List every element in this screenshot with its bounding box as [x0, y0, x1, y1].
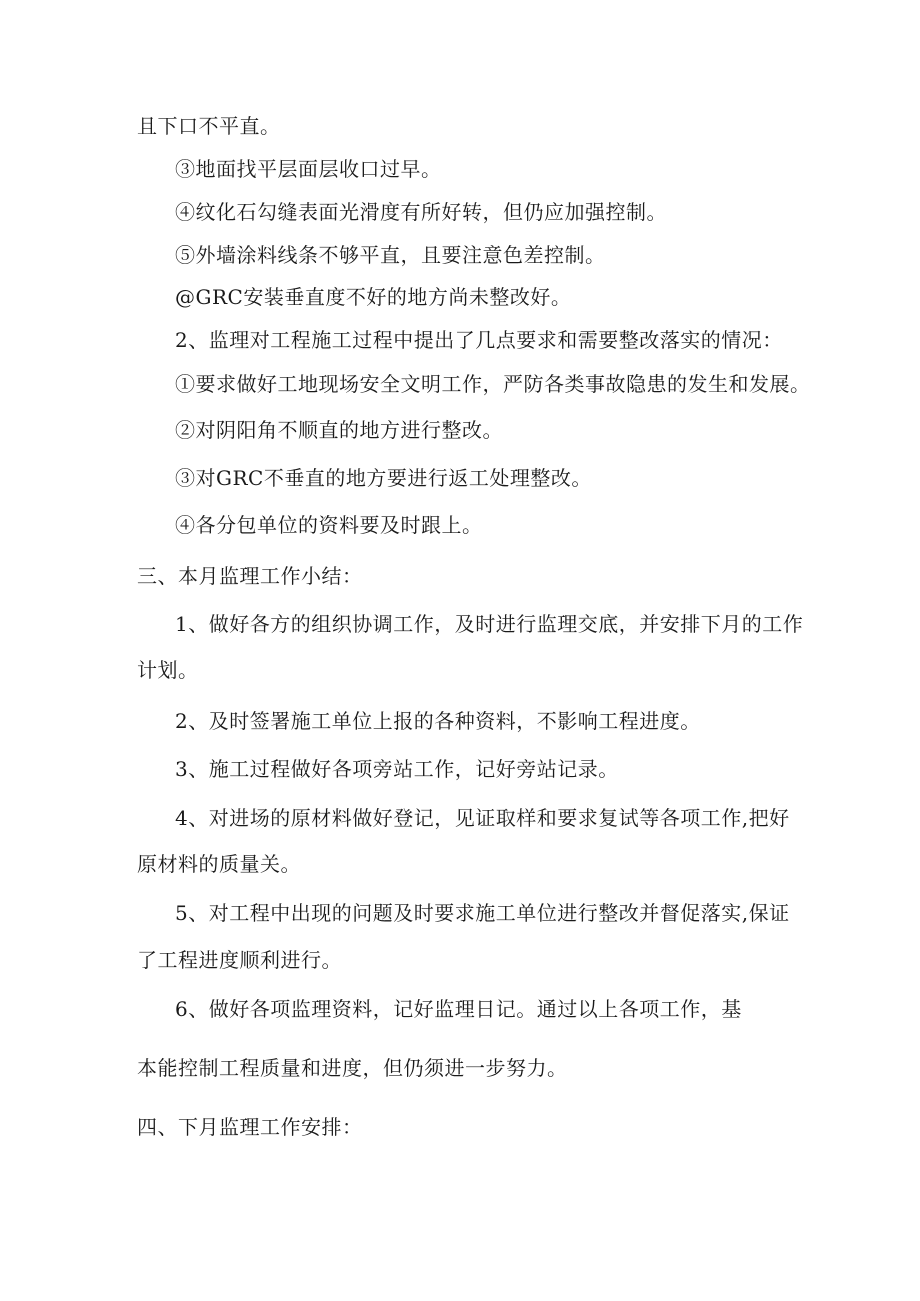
section-heading: 三、本月监理工作小结：: [137, 564, 363, 588]
paragraph-line: 本能控制工程质量和进度，但仍须进一步努力。: [137, 1056, 568, 1080]
list-item: ①要求做好工地现场安全文明工作，严防各类事故隐患的发生和发展。: [175, 372, 811, 396]
section-heading: 四、下月监理工作安排：: [137, 1115, 363, 1139]
list-item: ④各分包单位的资料要及时跟上。: [175, 513, 483, 537]
list-item: ④纹化石勾缝表面光滑度有所好转，但仍应加强控制。: [175, 200, 667, 224]
list-item: ③地面找平层面层收口过早。: [175, 157, 442, 181]
list-item: ⑤外墙涂料线条不够平直，且要注意色差控制。: [175, 243, 606, 267]
paragraph-line: 4、对进场的原材料做好登记，见证取样和要求复试等各项工作,把好: [175, 806, 790, 830]
list-item: @GRC安装垂直度不好的地方尚未整改好。: [175, 285, 572, 309]
paragraph-line: 2、及时签署施工单位上报的各种资料，不影响工程进度。: [175, 709, 701, 733]
paragraph-line: 1、做好各方的组织协调工作，及时进行监理交底，并安排下月的工作: [175, 612, 804, 636]
section-item: 2、监理对工程施工过程中提出了几点要求和需要整改落实的情况：: [175, 328, 783, 352]
paragraph-line: 3、施工过程做好各项旁站工作，记好旁站记录。: [175, 757, 619, 781]
paragraph-line: 原材料的质量关。: [137, 852, 301, 876]
list-item: ③对GRC不垂直的地方要进行返工处理整改。: [175, 466, 592, 490]
paragraph-line: 且下口不平直。: [137, 114, 281, 138]
paragraph-line: 5、对工程中出现的问题及时要求施工单位进行整改并督促落实,保证: [175, 901, 790, 925]
paragraph-line: 计划。: [137, 658, 199, 682]
paragraph-line: 了工程进度顺利进行。: [137, 948, 342, 972]
list-item: ②对阴阳角不顺直的地方进行整改。: [175, 418, 503, 442]
paragraph-line: 6、做好各项监理资料，记好监理日记。通过以上各项工作，基: [175, 997, 742, 1021]
